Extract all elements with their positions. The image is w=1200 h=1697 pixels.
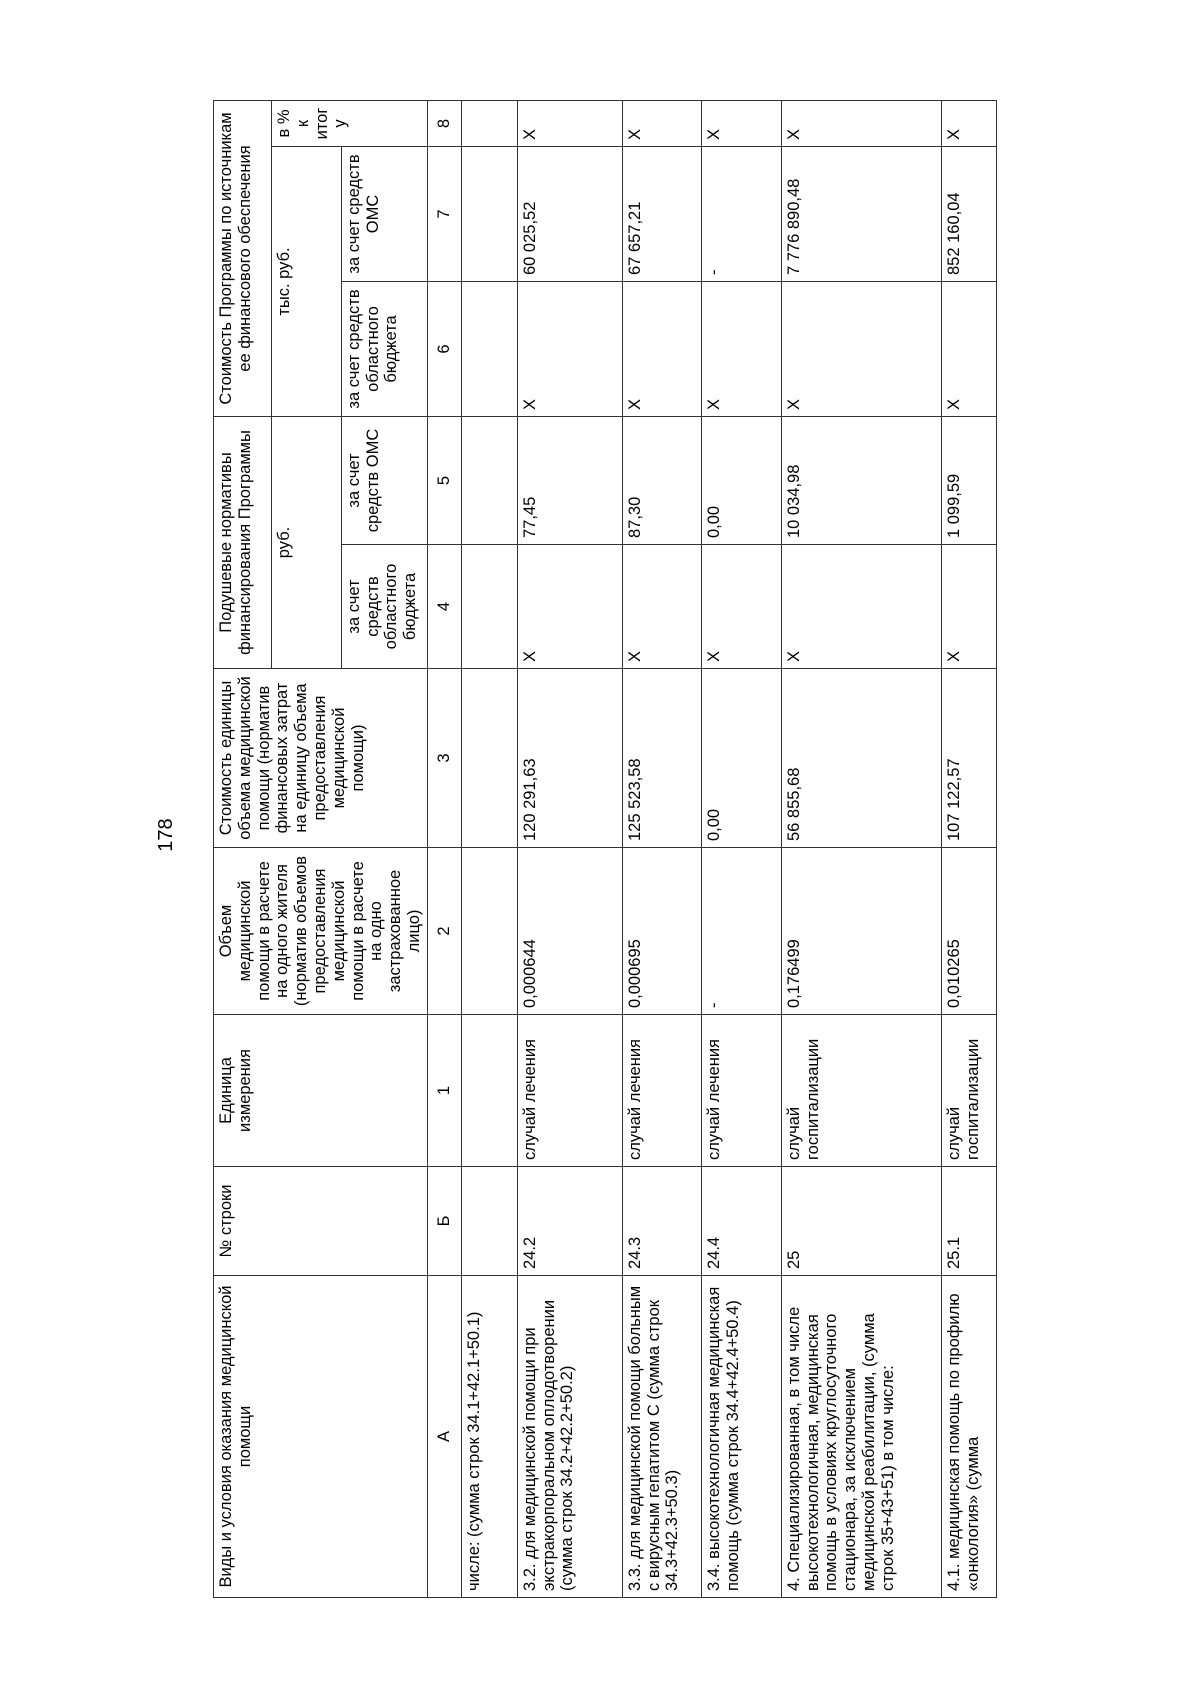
row-unit: случай лечения: [622, 1015, 701, 1167]
row-budget-rub: X: [701, 545, 781, 669]
row-budget-thousand: X: [517, 282, 622, 417]
col-number: 6: [427, 282, 461, 417]
row-oms-rub: 1 099,59: [941, 417, 996, 545]
row-no: 24.3: [622, 1167, 701, 1276]
row-no: 24.2: [517, 1167, 622, 1276]
row-budget-thousand: X: [701, 282, 781, 417]
row-oms-thousand: 852 160,04: [941, 147, 996, 282]
row-oms-rub: [461, 417, 517, 545]
column-number-row: [427, 101, 461, 1598]
row-cost: 0,00: [701, 669, 781, 848]
row-oms-rub: 0,00: [701, 417, 781, 545]
row-volume: 0,010265: [941, 848, 996, 1015]
row-volume: 0,000644: [517, 848, 622, 1015]
table-row: [622, 101, 701, 1598]
row-pct: X: [941, 101, 996, 147]
financing-table: [213, 100, 997, 1598]
col-number: А: [427, 1276, 461, 1598]
row-budget-thousand: [461, 282, 517, 417]
col-number: 5: [427, 417, 461, 545]
row-cost: 107 122,57: [941, 669, 996, 848]
row-no: 24.4: [701, 1167, 781, 1276]
col-number: 8: [427, 101, 461, 147]
row-oms-rub: 10 034,98: [781, 417, 941, 545]
row-unit: случай лечения: [701, 1015, 781, 1167]
header-oms-rub: за счет средств ОМС: [341, 417, 427, 545]
col-number: 2: [427, 848, 461, 1015]
col-number: 4: [427, 545, 461, 669]
header-oms-thousand: за счет средств ОМС: [341, 147, 427, 282]
header-per-capita: Подушевые нормативы финансирования Программы: [214, 417, 272, 669]
col-number: Б: [427, 1167, 461, 1276]
col-number: 1: [427, 1015, 461, 1167]
row-budget-rub: [461, 545, 517, 669]
header-row-no: № строки: [214, 1167, 428, 1276]
row-budget-thousand: X: [781, 282, 941, 417]
row-pct: [461, 101, 517, 147]
row-oms-rub: 77,45: [517, 417, 622, 545]
row-oms-thousand: 60 025,52: [517, 147, 622, 282]
row-oms-thousand: 67 657,21: [622, 147, 701, 282]
row-name: 3.4. высокотехнологичная медицинская помощь (сумма строк 34.4+42.4+50.4): [701, 1276, 781, 1598]
table-row: [461, 101, 517, 1598]
row-budget-rub: X: [517, 545, 622, 669]
header-budget-rub: за счет средств областного бюджета: [341, 545, 427, 669]
row-volume: 0,176499: [781, 848, 941, 1015]
page-number: 178: [155, 818, 177, 852]
row-oms-thousand: -: [701, 147, 781, 282]
header-types: Виды и условия оказания медицинской помощи: [214, 1276, 428, 1598]
header-row-1: [214, 101, 272, 1598]
row-name: 4. Специализированная, в том числе высокотехнологичная, медицинская помощь в условиях круглосуточного стационара, за исключением медицинской реабилитации, (сумма строк 35+43+51) в том числе:: [781, 1276, 941, 1598]
table-rotated-container: [213, 101, 1156, 1598]
row-no: 25: [781, 1167, 941, 1276]
row-volume: [461, 848, 517, 1015]
table-row: [781, 101, 941, 1598]
row-oms-thousand: 7 776 890,48: [781, 147, 941, 282]
row-cost: 56 855,68: [781, 669, 941, 848]
col-number: 7: [427, 147, 461, 282]
header-program-cost: Стоимость Программы по источникам ее финансового обеспечения: [214, 101, 272, 417]
row-cost: 120 291,63: [517, 669, 622, 848]
table-row: [941, 101, 996, 1598]
row-unit: случай госпитализации: [941, 1015, 996, 1167]
row-name: 3.3. для медицинской помощи больным с вирусным гепатитом С (сумма строк 34.3+42.3+50.3): [622, 1276, 701, 1598]
row-budget-thousand: X: [622, 282, 701, 417]
row-budget-rub: X: [941, 545, 996, 669]
row-budget-thousand: X: [941, 282, 996, 417]
header-thousand-rub: тыс. руб.: [272, 147, 342, 417]
header-budget-thousand: за счет средств областного бюджета: [341, 282, 427, 417]
header-volume: Объем медицинской помощи в расчете на одного жителя (норматив объемов предоставления медицинской помощи в расчете на одно застрахованное лицо): [214, 848, 428, 1015]
row-unit: случай госпитализации: [781, 1015, 941, 1167]
header-unit: Единица измерения: [214, 1015, 428, 1167]
row-unit: случай лечения: [517, 1015, 622, 1167]
row-name: числе: (сумма строк 34.1+42.1+50.1): [461, 1276, 517, 1598]
row-budget-rub: X: [622, 545, 701, 669]
row-volume: -: [701, 848, 781, 1015]
row-volume: 0,000695: [622, 848, 701, 1015]
row-pct: X: [622, 101, 701, 147]
row-oms-rub: 87,30: [622, 417, 701, 545]
table-row: [701, 101, 781, 1598]
row-no: 25.1: [941, 1167, 996, 1276]
row-name: 3.2. для медицинской помощи при экстракорпоральном оплодотворении (сумма строк 34.2+42.2+50.2): [517, 1276, 622, 1598]
row-oms-thousand: [461, 147, 517, 282]
row-budget-rub: X: [781, 545, 941, 669]
row-name: 4.1. медицинская помощь по профилю «онкология» (сумма: [941, 1276, 996, 1598]
row-unit: [461, 1015, 517, 1167]
table-rotated-inner: [213, 101, 1156, 1598]
row-no: [461, 1167, 517, 1276]
row-pct: X: [517, 101, 622, 147]
header-rub: руб.: [272, 417, 342, 669]
row-pct: X: [701, 101, 781, 147]
col-number: 3: [427, 669, 461, 848]
header-cost: Стоимость единицы объема медицинской помощи (норматив финансовых затрат на единицу объема предоставления медицинской помощи): [214, 669, 428, 848]
header-pct: в % к итогу: [272, 101, 428, 147]
row-cost: 125 523,58: [622, 669, 701, 848]
row-pct: X: [781, 101, 941, 147]
row-cost: [461, 669, 517, 848]
table-row: [517, 101, 622, 1598]
